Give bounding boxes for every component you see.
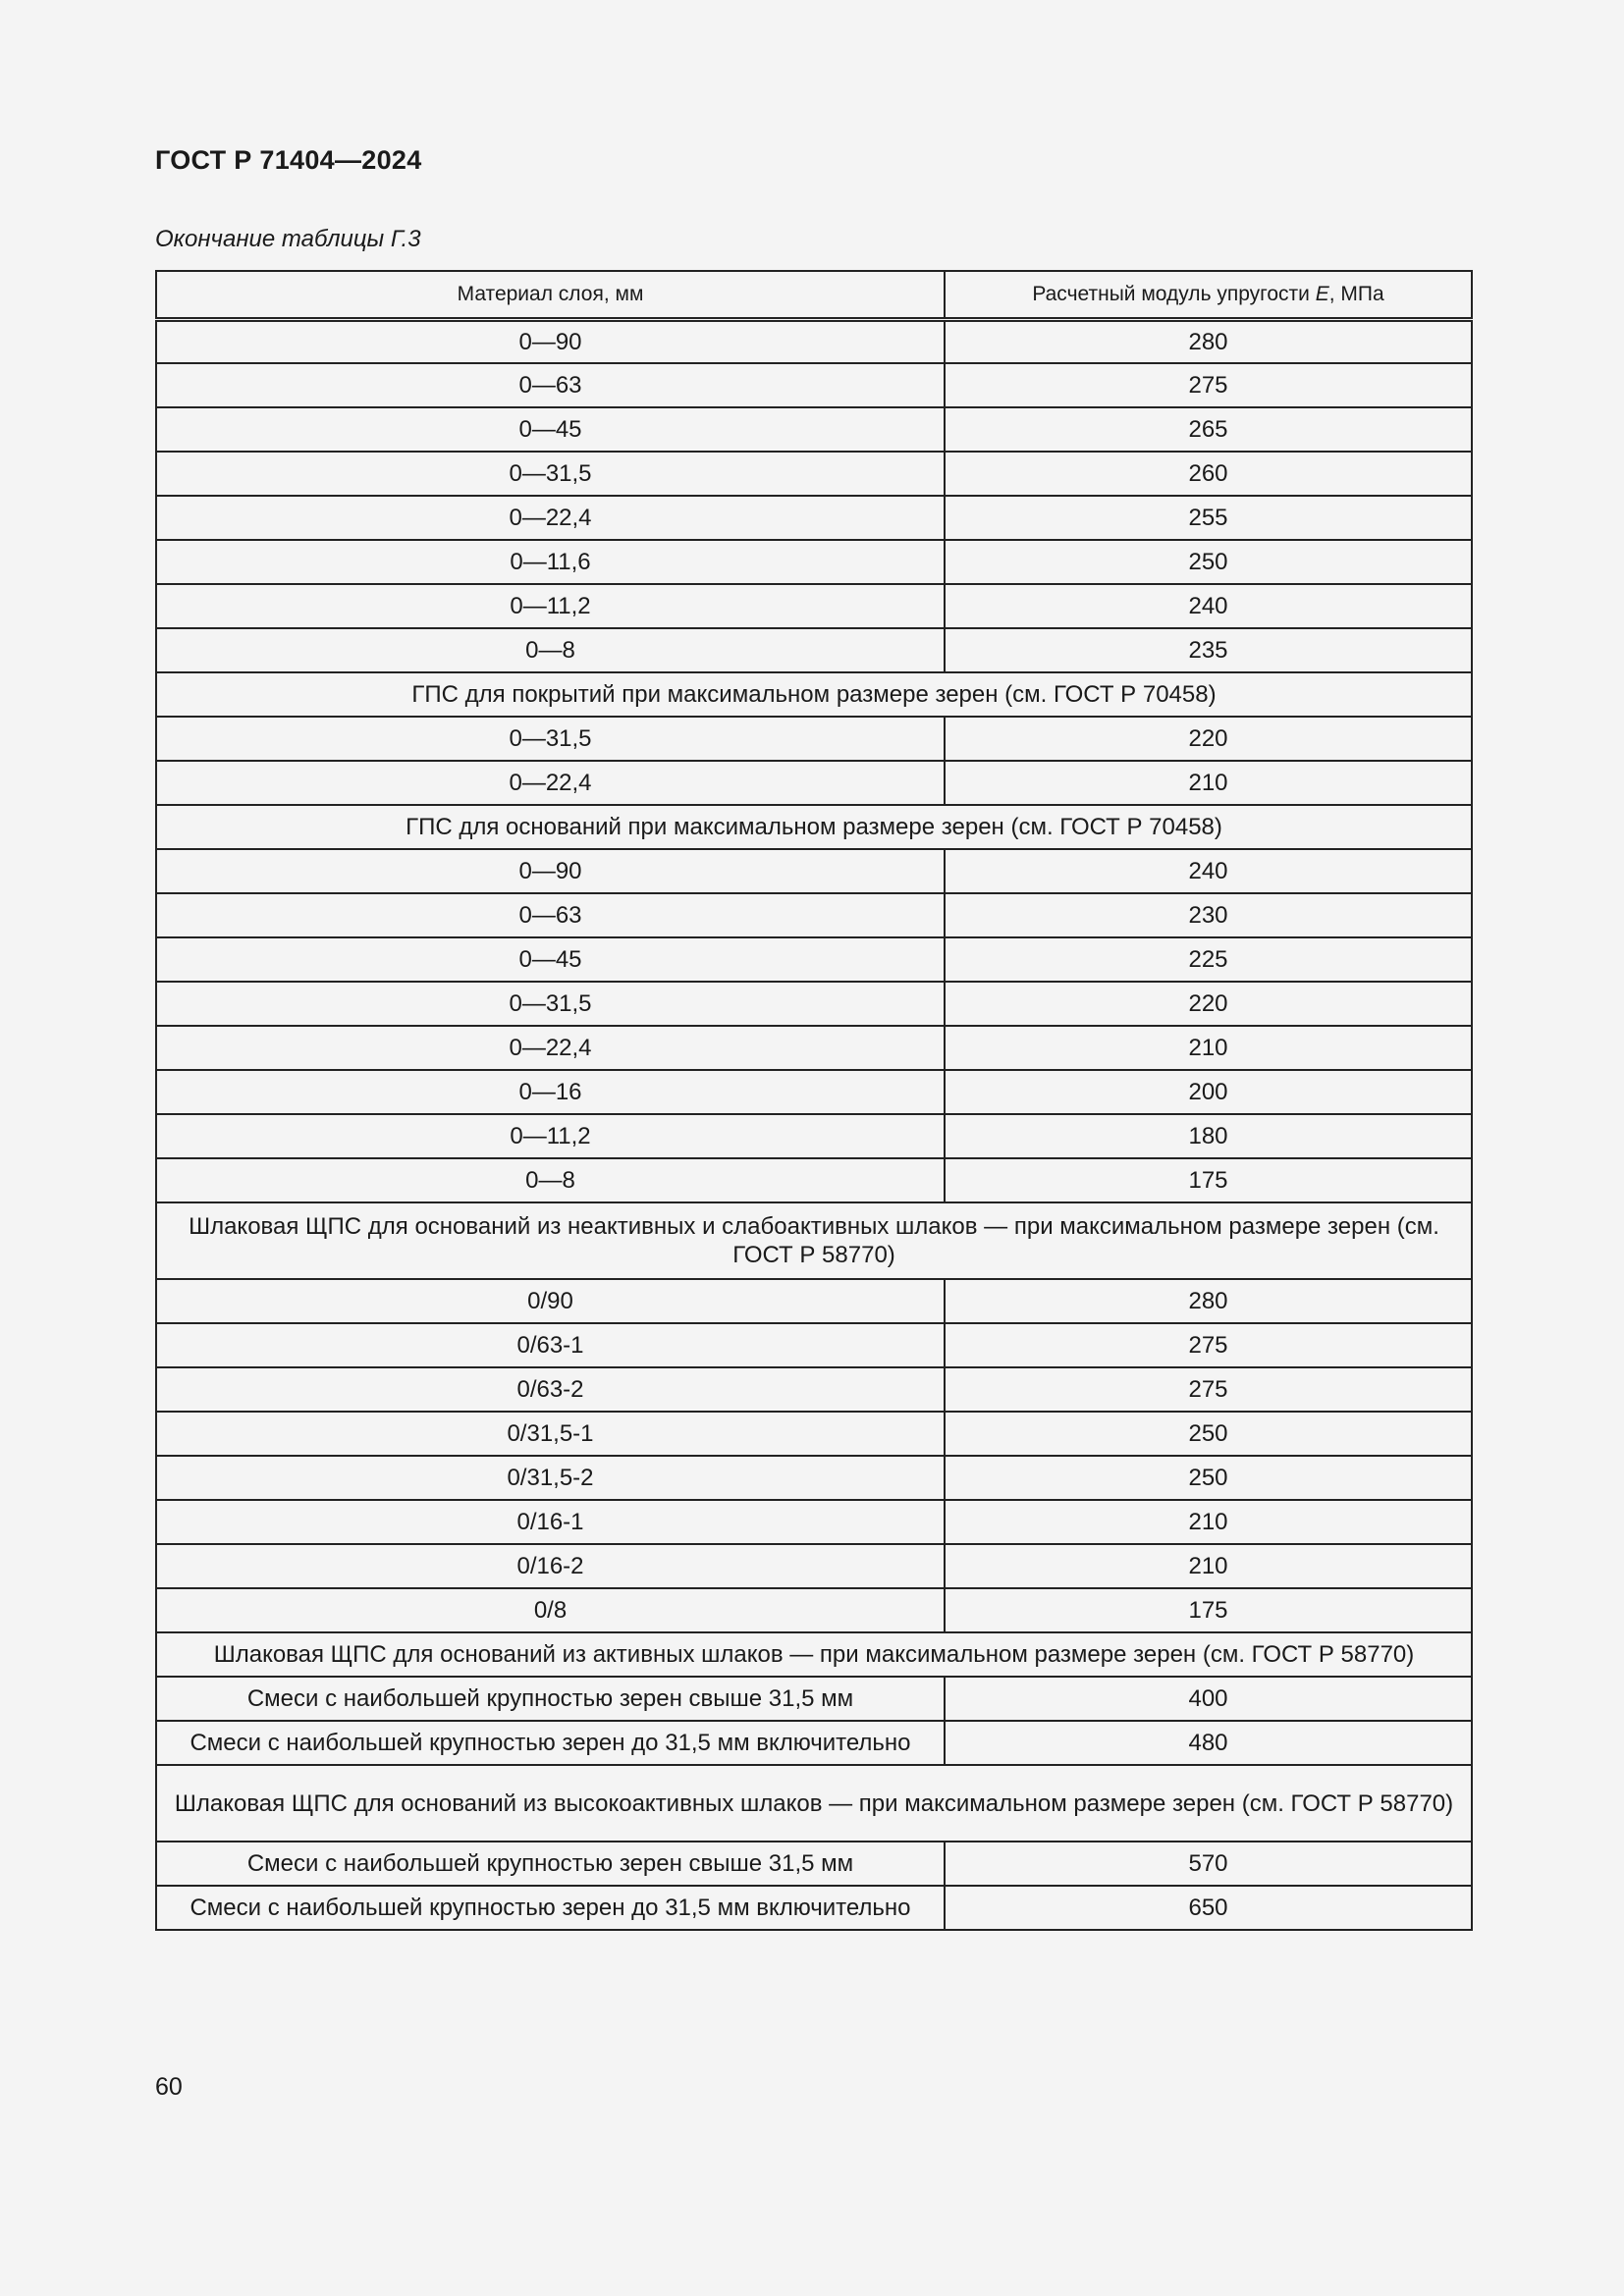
table-body [156,319,1472,1930]
material-cell: 0/63-1 [156,1323,945,1367]
modulus-value-cell: 570 [945,1842,1472,1886]
table-row [156,1070,1472,1114]
section-row [156,672,1472,717]
modulus-table-container [155,270,1471,1931]
table-header [156,271,1472,319]
material-cell: 0—11,2 [156,1114,945,1158]
table-caption: Окончание таблицы Г.3 [155,226,421,252]
document-header: ГОСТ Р 71404—2024 [155,145,422,175]
section-row [156,805,1472,849]
table-row [156,1412,1472,1456]
material-cell: 0/31,5-1 [156,1412,945,1456]
material-cell: 0—63 [156,363,945,407]
table-row [156,1158,1472,1202]
table-row [156,893,1472,937]
material-cell: 0—11,2 [156,584,945,628]
modulus-value-cell: 200 [945,1070,1472,1114]
section-row [156,1765,1472,1842]
modulus-value-cell: 240 [945,584,1472,628]
modulus-value-cell: 250 [945,1456,1472,1500]
table-row [156,1500,1472,1544]
table-row [156,584,1472,628]
table-row [156,1026,1472,1070]
table-row [156,849,1472,893]
modulus-value-cell: 210 [945,1026,1472,1070]
modulus-value-cell: 175 [945,1588,1472,1632]
table-row [156,1886,1472,1930]
table-row [156,982,1472,1026]
material-cell: Смеси с наибольшей крупностью зерен до 31,5 мм включительно [156,1886,945,1930]
column-header-modulus [945,271,1472,319]
header-row [156,271,1472,319]
section-heading: ГПС для оснований при максимальном размере зерен (см. ГОСТ Р 70458) [156,805,1472,849]
material-cell: 0—16 [156,1070,945,1114]
table-row [156,319,1472,363]
material-cell: 0—31,5 [156,717,945,761]
table-row [156,407,1472,452]
section-heading: Шлаковая ЩПС для оснований из неактивных и слабоактивных шлаков — при максимальном размере зерен (см. ГОСТ Р 58770) [156,1202,1472,1279]
modulus-header-symbol: E [1315,283,1329,306]
table-row [156,717,1472,761]
modulus-value-cell: 260 [945,452,1472,496]
modulus-value-cell: 480 [945,1721,1472,1765]
material-cell: 0—45 [156,407,945,452]
material-cell: 0/8 [156,1588,945,1632]
modulus-value-cell: 175 [945,1158,1472,1202]
modulus-value-cell: 250 [945,1412,1472,1456]
modulus-value-cell: 255 [945,496,1472,540]
table-row [156,363,1472,407]
modulus-value-cell: 220 [945,982,1472,1026]
table-row [156,1677,1472,1721]
material-cell: Смеси с наибольшей крупностью зерен до 31,5 мм включительно [156,1721,945,1765]
modulus-value-cell: 210 [945,1544,1472,1588]
table-row [156,1367,1472,1412]
table-row [156,937,1472,982]
column-header-material: Материал слоя, мм [156,271,945,319]
material-cell: 0—90 [156,319,945,363]
material-cell: 0—45 [156,937,945,982]
modulus-value-cell: 210 [945,1500,1472,1544]
table-row [156,1323,1472,1367]
material-cell: 0/16-2 [156,1544,945,1588]
modulus-value-cell: 230 [945,893,1472,937]
material-cell: 0—63 [156,893,945,937]
section-heading: Шлаковая ЩПС для оснований из активных шлаков — при максимальном размере зерен (см. ГОСТ Р 58770) [156,1632,1472,1677]
modulus-value-cell: 250 [945,540,1472,584]
modulus-value-cell: 235 [945,628,1472,672]
table-row [156,1114,1472,1158]
section-row [156,1632,1472,1677]
modulus-value-cell: 275 [945,363,1472,407]
section-heading: Шлаковая ЩПС для оснований из высокоактивных шлаков — при максимальном размере зерен (см. ГОСТ Р 58770) [156,1765,1472,1842]
modulus-value-cell: 280 [945,1279,1472,1323]
table-row [156,628,1472,672]
modulus-value-cell: 275 [945,1323,1472,1367]
material-cell: 0—31,5 [156,982,945,1026]
modulus-value-cell: 180 [945,1114,1472,1158]
table-row [156,1456,1472,1500]
material-cell: 0—8 [156,628,945,672]
table-row [156,496,1472,540]
material-cell: 0—8 [156,1158,945,1202]
material-cell: 0—22,4 [156,496,945,540]
modulus-value-cell: 220 [945,717,1472,761]
modulus-value-cell: 650 [945,1886,1472,1930]
modulus-header-suffix: , МПа [1328,283,1384,306]
table-row [156,540,1472,584]
table-row [156,452,1472,496]
section-heading: ГПС для покрытий при максимальном размере зерен (см. ГОСТ Р 70458) [156,672,1472,717]
material-cell: Смеси с наибольшей крупностью зерен свыше 31,5 мм [156,1842,945,1886]
material-cell: 0—31,5 [156,452,945,496]
table-row [156,1842,1472,1886]
table-row [156,1721,1472,1765]
material-cell: 0/31,5-2 [156,1456,945,1500]
modulus-value-cell: 275 [945,1367,1472,1412]
modulus-value-cell: 210 [945,761,1472,805]
modulus-value-cell: 400 [945,1677,1472,1721]
table-row [156,1588,1472,1632]
table-row [156,1544,1472,1588]
material-cell: 0/63-2 [156,1367,945,1412]
modulus-table [155,270,1473,1931]
modulus-value-cell: 240 [945,849,1472,893]
material-cell: 0/16-1 [156,1500,945,1544]
material-cell: 0—22,4 [156,1026,945,1070]
material-cell: 0—90 [156,849,945,893]
table-row [156,1279,1472,1323]
modulus-value-cell: 280 [945,319,1472,363]
material-cell: Смеси с наибольшей крупностью зерен свыше 31,5 мм [156,1677,945,1721]
material-cell: 0—11,6 [156,540,945,584]
modulus-header-prefix: Расчетный модуль упругости [1032,283,1316,306]
modulus-value-cell: 265 [945,407,1472,452]
material-cell: 0/90 [156,1279,945,1323]
table-row [156,761,1472,805]
section-row [156,1202,1472,1279]
page-number: 60 [155,2073,183,2101]
material-cell: 0—22,4 [156,761,945,805]
modulus-value-cell: 225 [945,937,1472,982]
